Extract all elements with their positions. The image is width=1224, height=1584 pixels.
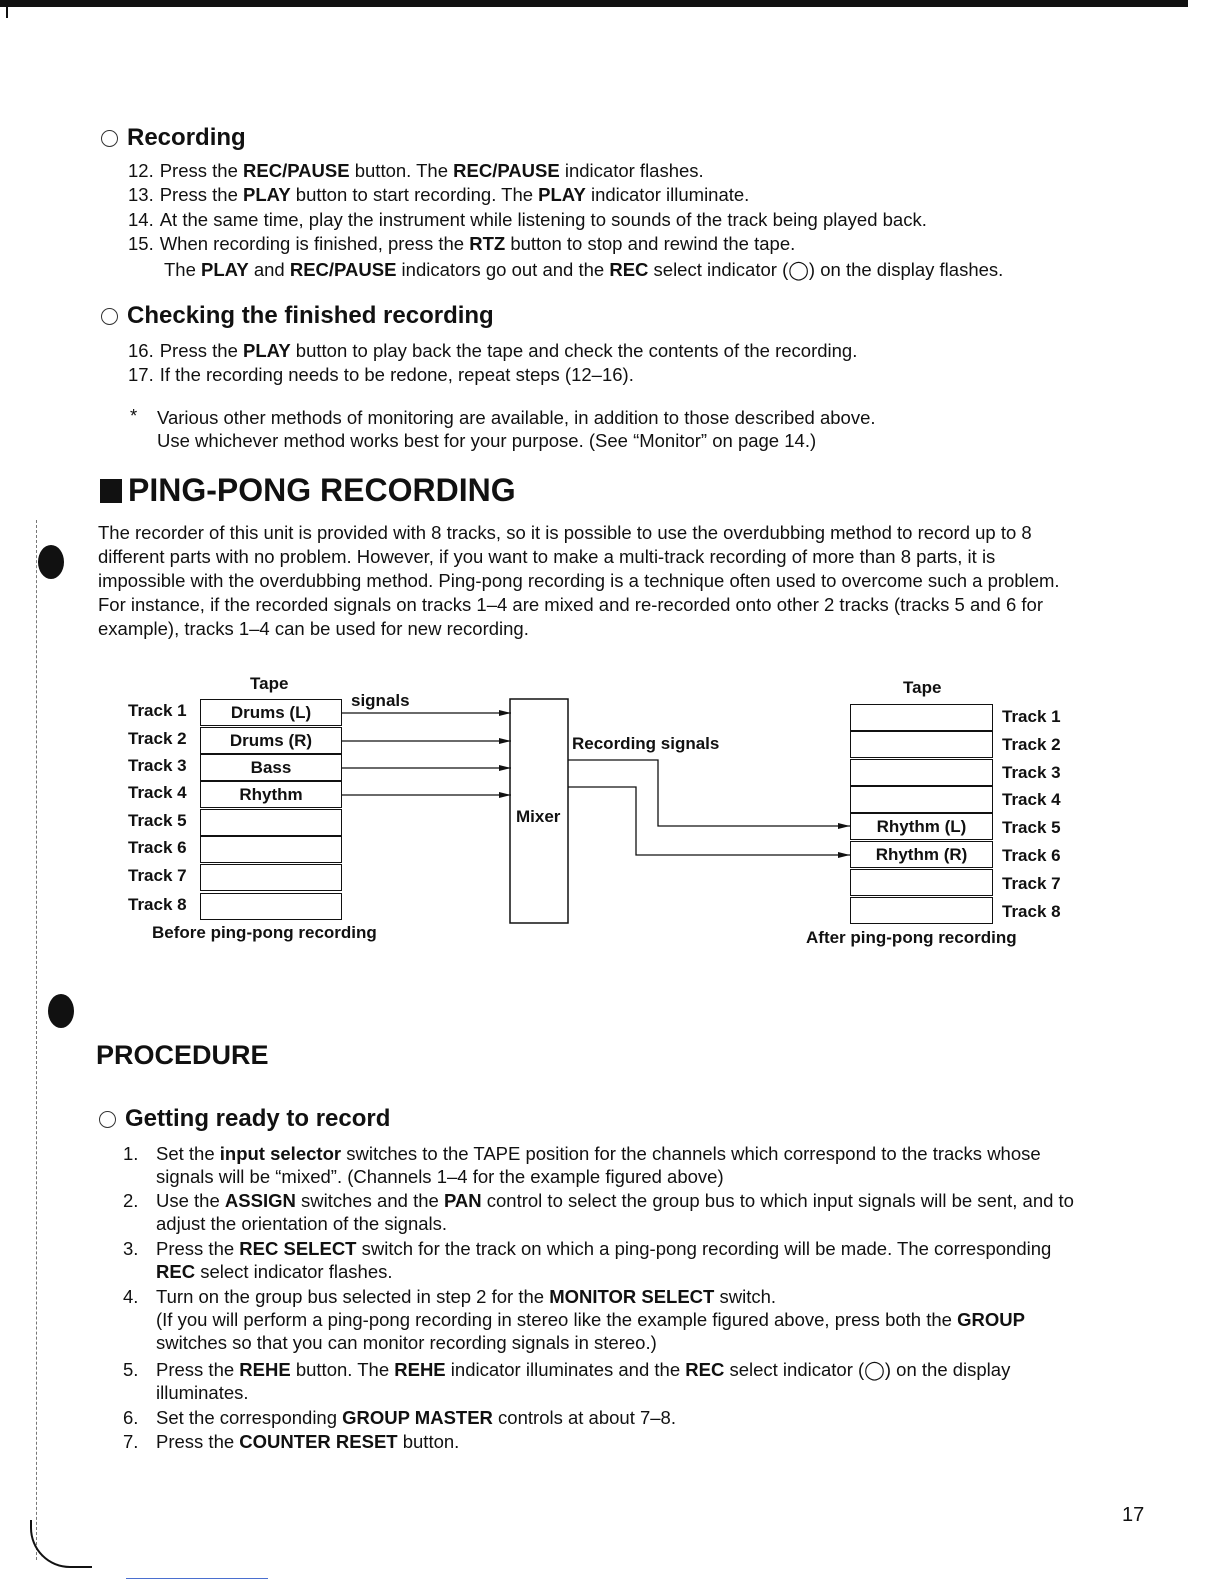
- bold-term: REC: [609, 259, 649, 280]
- bold-term: REHE: [239, 1359, 291, 1380]
- track-label: Track 2: [128, 729, 187, 748]
- binding-margin-line: [36, 520, 37, 1560]
- bold-term: COUNTER RESET: [239, 1431, 398, 1452]
- recording-line-left: [568, 760, 850, 826]
- pingpong-title: [100, 472, 516, 509]
- bold-term: REC/PAUSE: [243, 160, 350, 181]
- track-label: Track 3: [1002, 763, 1061, 782]
- procedure-step-number: 6.: [123, 1407, 139, 1428]
- tape-cell: Drums (R): [200, 727, 342, 754]
- square-bullet-icon: [100, 479, 122, 503]
- track-label: Track 7: [1002, 874, 1061, 893]
- bold-term: REC/PAUSE: [289, 259, 397, 280]
- track-label: Track 7: [128, 866, 187, 885]
- tape-label-before: Tape: [250, 674, 289, 693]
- footer-rule: [126, 1578, 268, 1579]
- track-label: Track 4: [128, 783, 187, 802]
- bold-term: PLAY: [201, 259, 249, 280]
- mixer-label: Mixer: [516, 807, 561, 826]
- track-label: Track 2: [1002, 735, 1061, 754]
- tape-cell: [200, 893, 342, 920]
- procedure-step-line: Set the input selector switches to the TAPE position for the channels which correspond to the tracks whose: [156, 1143, 1041, 1164]
- procedure-step-number: 7.: [123, 1431, 139, 1452]
- bold-term: REC: [685, 1359, 725, 1380]
- checking-step-17: 17. If the recording needs to be redone, repeat steps (12–16).: [128, 364, 634, 385]
- top-notch: [6, 0, 8, 18]
- track-label: Track 1: [128, 701, 187, 720]
- circle-bullet-icon: [99, 1111, 116, 1128]
- recording-step-15: 15. When recording is finished, press the RTZ button to stop and rewind the tape.: [128, 233, 796, 254]
- recording-signals-label: Recording signals: [572, 734, 720, 753]
- procedure-step-number: 1.: [123, 1143, 139, 1164]
- note-line: Use whichever method works best for your purpose. (See “Monitor” on page 14.): [157, 430, 817, 451]
- procedure-title-text: PROCEDURE: [96, 1040, 269, 1070]
- procedure-step-line: Press the REC SELECT switch for the track on which a ping-pong recording will be made. The corresponding: [156, 1238, 1052, 1259]
- tape-cell: Rhythm: [200, 781, 342, 808]
- bold-term: REC SELECT: [239, 1238, 357, 1259]
- paragraph-line: The recorder of this unit is provided with 8 tracks, so it is possible to use the overdubbing method to record up to 8: [98, 522, 1032, 543]
- procedure-step-line: (If you will perform a ping-pong recording in stereo like the example figured above, press both the GROUP: [156, 1309, 1025, 1330]
- bold-term: PLAY: [538, 184, 586, 205]
- bold-term: REC: [156, 1261, 196, 1282]
- track-label: Track 6: [128, 838, 187, 857]
- procedure-title: [96, 1040, 269, 1071]
- track-label: Track 8: [1002, 902, 1061, 921]
- checking-step-16: 16. Press the PLAY button to play back the tape and check the contents of the recording.: [128, 340, 858, 361]
- procedure-step-line: Set the corresponding GROUP MASTER controls at about 7–8.: [156, 1407, 676, 1428]
- bold-term: REC/PAUSE: [453, 160, 560, 181]
- circle-bullet-icon: [101, 308, 118, 325]
- bold-term: RTZ: [469, 233, 506, 254]
- step-number: 13.: [128, 184, 154, 205]
- tape-cell: [850, 731, 993, 758]
- track-label: Track 5: [128, 811, 187, 830]
- tape-cell: [200, 809, 342, 836]
- track-label: Track 8: [128, 895, 187, 914]
- recording-line-right: [568, 787, 850, 855]
- procedure-step-line: signals will be “mixed”. (Channels 1–4 for the example figured above): [156, 1166, 724, 1187]
- caption-after: After ping-pong recording: [806, 928, 1017, 947]
- tape-cell: Rhythm (R): [850, 841, 993, 868]
- paragraph-line: example), tracks 1–4 can be used for new recording.: [98, 618, 529, 639]
- procedure-step-line: switches so that you can monitor recording signals in stereo.): [156, 1332, 657, 1353]
- tape-cell: [850, 869, 993, 896]
- recording-heading: [101, 124, 246, 152]
- step-number: 12.: [128, 160, 154, 181]
- bold-term: input selector: [219, 1143, 342, 1164]
- bold-term: MONITOR SELECT: [549, 1286, 715, 1307]
- procedure-step-line: adjust the orientation of the signals.: [156, 1213, 448, 1234]
- caption-before: Before ping-pong recording: [152, 923, 377, 942]
- procedure-step-line: Press the COUNTER RESET button.: [156, 1431, 460, 1452]
- punch-hole: [48, 994, 74, 1028]
- note-line: Various other methods of monitoring are available, in addition to those described above.: [157, 407, 876, 428]
- checking-heading: [101, 302, 494, 330]
- step-number: 15.: [128, 233, 154, 254]
- getting-ready-heading: [99, 1105, 390, 1133]
- recording-step-14: 14. At the same time, play the instrument while listening to sounds of the track being played back.: [128, 209, 927, 230]
- track-label: Track 3: [128, 756, 187, 775]
- tape-cell: [850, 897, 993, 924]
- getting-ready-heading-text: Getting ready to record: [125, 1105, 391, 1132]
- tape-cell: [200, 864, 342, 891]
- bold-term: PLAY: [243, 184, 291, 205]
- procedure-step-line: illuminates.: [156, 1382, 249, 1403]
- tape-cell: [200, 836, 342, 863]
- signals-label: signals: [351, 691, 410, 710]
- paragraph-line: For instance, if the recorded signals on tracks 1–4 are mixed and re-recorded onto other 2 tracks (tracks 5 and 6 for: [98, 594, 1043, 615]
- checking-heading-text: Checking the finished recording: [127, 302, 494, 329]
- tape-cell: Bass: [200, 754, 342, 781]
- paragraph-line: impossible with the overdubbing method. Ping-pong recording is a technique often used to overcome such a problem.: [98, 570, 1060, 591]
- tape-cell: Rhythm (L): [850, 813, 993, 840]
- step-number: 16.: [128, 340, 154, 361]
- bold-term: ASSIGN: [224, 1190, 296, 1211]
- circle-bullet-icon: [101, 130, 118, 147]
- procedure-step-line: Turn on the group bus selected in step 2 for the MONITOR SELECT switch.: [156, 1286, 777, 1307]
- bold-term: PLAY: [243, 340, 291, 361]
- tape-cell: [850, 704, 993, 731]
- bold-term: REHE: [394, 1359, 446, 1380]
- pingpong-title-text: PING-PONG RECORDING: [128, 472, 516, 508]
- page-number: 17: [1122, 1504, 1145, 1526]
- track-label: Track 6: [1002, 846, 1061, 865]
- procedure-step-number: 3.: [123, 1238, 139, 1259]
- recording-step-12: 12. Press the REC/PAUSE button. The REC/PAUSE indicator flashes.: [128, 160, 704, 181]
- bold-term: PAN: [443, 1190, 482, 1211]
- procedure-step-number: 5.: [123, 1359, 139, 1380]
- recording-step-13: 13. Press the PLAY button to start recording. The PLAY indicator illuminate.: [128, 184, 750, 205]
- track-label: Track 5: [1002, 818, 1061, 837]
- bold-term: GROUP: [957, 1309, 1025, 1330]
- track-label: Track 4: [1002, 790, 1061, 809]
- step-number: 17.: [128, 364, 154, 385]
- procedure-step-line: Press the REHE button. The REHE indicator illuminates and the REC select indicator (◯) on the display: [156, 1359, 1011, 1380]
- note-asterisk: *: [130, 405, 138, 426]
- procedure-step-number: 4.: [123, 1286, 139, 1307]
- page-corner-mark: [30, 1520, 92, 1568]
- procedure-step-line: Use the ASSIGN switches and the PAN control to select the group bus to which input signals will be sent, and to: [156, 1190, 1074, 1211]
- punch-hole: [38, 545, 64, 579]
- bold-term: GROUP MASTER: [342, 1407, 493, 1428]
- tape-cell: Drums (L): [200, 699, 342, 726]
- tape-cell: [850, 759, 993, 786]
- recording-heading-text: Recording: [127, 124, 246, 151]
- tape-cell: [850, 786, 993, 813]
- recording-step-15-continued: The PLAY and REC/PAUSE indicators go out and the REC select indicator (◯) on the display flashes.: [164, 259, 1004, 280]
- step-number: 14.: [128, 209, 154, 230]
- top-border: [0, 0, 1188, 7]
- track-label: Track 1: [1002, 707, 1061, 726]
- procedure-step-line: REC select indicator flashes.: [156, 1261, 393, 1282]
- paragraph-line: different parts with no problem. However, if you want to make a multi-track recording of more than 8 parts, it is: [98, 546, 996, 567]
- procedure-step-number: 2.: [123, 1190, 139, 1211]
- tape-label-after: Tape: [903, 678, 942, 697]
